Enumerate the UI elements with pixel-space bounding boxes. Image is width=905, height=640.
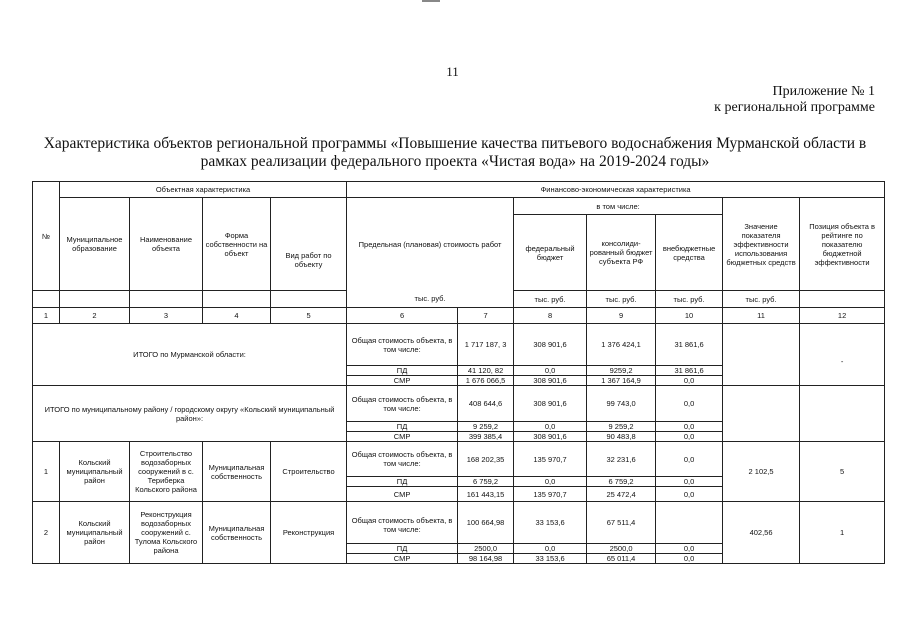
- objects-table: [32, 181, 885, 564]
- colnum: 3: [130, 308, 203, 324]
- unit-efficiency: тыс. руб.: [723, 291, 800, 308]
- object-smr-consolidated: 65 011,4: [587, 554, 656, 564]
- district-total-value: 408 644,6: [458, 386, 514, 422]
- object-pd-consolidated: 2500,0: [587, 544, 656, 554]
- total-cost-label: Общая стоимость объекта, в том числе:: [347, 442, 458, 477]
- appendix-note: [714, 84, 875, 116]
- object-name: Строительство водозаборных сооружений в с. Териберка Кольского района: [130, 442, 203, 502]
- district-pd-offbudget: 0,0: [656, 422, 723, 432]
- object-num: 1: [33, 442, 60, 502]
- region-total-value: 1 717 187, 3: [458, 324, 514, 366]
- object-efficiency: 402,56: [723, 502, 800, 564]
- district-total-label: ИТОГО по муниципальному району / городскому округу «Кольский муниципальный район»:: [33, 386, 347, 442]
- smr-label: СМР: [347, 376, 458, 386]
- header-object-name: Наименование объекта: [130, 198, 203, 291]
- colnum: 2: [60, 308, 130, 324]
- colnum: 12: [800, 308, 885, 324]
- object-position: 1: [800, 502, 885, 564]
- object-total-federal: 135 970,7: [514, 442, 587, 477]
- object-ownership: Муниципальная собственность: [203, 442, 271, 502]
- object-pd-value: 6 759,2: [458, 477, 514, 487]
- object-pd-offbudget: 0,0: [656, 477, 723, 487]
- object-pd-offbudget: 0,0: [656, 544, 723, 554]
- header-including: в том числе:: [514, 198, 723, 215]
- unit-cost: тыс. руб.: [347, 291, 514, 308]
- region-smr-value: 1 676 066,5: [458, 376, 514, 386]
- appendix-line-2: к региональной программе: [714, 100, 875, 115]
- object-pd-consolidated: 6 759,2: [587, 477, 656, 487]
- object-municipality: Кольский муниципальный район: [60, 442, 130, 502]
- region-pd-offbudget: 31 861,6: [656, 366, 723, 376]
- object-total-offbudget: 0,0: [656, 442, 723, 477]
- appendix-line-1: Приложение № 1: [772, 84, 875, 99]
- title-line-2: рамках реализации федерального проекта «Чистая вода» на 2019-2024 годы»: [200, 153, 710, 170]
- object-num: 2: [33, 502, 60, 564]
- header-object-group: Объектная характеристика: [60, 182, 347, 198]
- region-position: -: [800, 324, 885, 386]
- object-smr-offbudget: 0,0: [656, 487, 723, 502]
- pd-label: ПД: [347, 544, 458, 554]
- unit-offbudget: тыс. руб.: [656, 291, 723, 308]
- district-smr-offbudget: 0,0: [656, 432, 723, 442]
- colnum: 1: [33, 308, 60, 324]
- object-name: Реконструкция водозаборных сооружений с. Тулома Кольского района: [130, 502, 203, 564]
- pd-label: ПД: [347, 366, 458, 376]
- object-pd-value: 2500,0: [458, 544, 514, 554]
- colnum: 11: [723, 308, 800, 324]
- colnum: 10: [656, 308, 723, 324]
- object-total-consolidated: 32 231,6: [587, 442, 656, 477]
- colnum: 5: [271, 308, 347, 324]
- header-consolidated: консолиди-рованный бюджет субъекта РФ: [587, 215, 656, 291]
- header-efficiency: Значение показателя эффективности использования бюджетных средств: [723, 198, 800, 291]
- region-pd-value: 41 120, 82: [458, 366, 514, 376]
- header-federal: федеральный бюджет: [514, 215, 587, 291]
- district-smr-federal: 308 901,6: [514, 432, 587, 442]
- top-scan-mark: [422, 0, 440, 2]
- object-total-federal: 33 153,6: [514, 502, 587, 544]
- district-total-federal: 308 901,6: [514, 386, 587, 422]
- object-smr-value: 161 443,15: [458, 487, 514, 502]
- region-pd-consolidated: 9259,2: [587, 366, 656, 376]
- object-pd-federal: 0,0: [514, 544, 587, 554]
- header-work-type: Вид работ по объекту: [271, 198, 347, 291]
- title-line-1: Характеристика объектов региональной программы «Повышение качества питьевого водоснабжения Мурманской области в: [43, 135, 867, 152]
- object-total-value: 168 202,35: [458, 442, 514, 477]
- region-total-offbudget: 31 861,6: [656, 324, 723, 366]
- object-total-consolidated: 67 511,4: [587, 502, 656, 544]
- district-total-offbudget: 0,0: [656, 386, 723, 422]
- region-smr-consolidated: 1 367 164,9: [587, 376, 656, 386]
- region-smr-offbudget: 0,0: [656, 376, 723, 386]
- colnum: 8: [514, 308, 587, 324]
- object-total-value: 100 664,98: [458, 502, 514, 544]
- smr-label: СМР: [347, 432, 458, 442]
- header-ownership: Форма собственности на объект: [203, 198, 271, 291]
- total-cost-label: Общая стоимость объекта, в том числе:: [347, 502, 458, 544]
- header-municipality: Муниципальное образование: [60, 198, 130, 291]
- region-total-consolidated: 1 376 424,1: [587, 324, 656, 366]
- district-pd-consolidated: 9 259,2: [587, 422, 656, 432]
- colnum: 7: [458, 308, 514, 324]
- colnum: 4: [203, 308, 271, 324]
- page-number: 11: [446, 64, 459, 79]
- pd-label: ПД: [347, 477, 458, 487]
- colnum: 9: [587, 308, 656, 324]
- district-smr-consolidated: 90 483,8: [587, 432, 656, 442]
- object-pd-federal: 0,0: [514, 477, 587, 487]
- header-offbudget: внебюджетные средства: [656, 215, 723, 291]
- header-num: №: [33, 182, 60, 291]
- unit-federal: тыс. руб.: [514, 291, 587, 308]
- total-cost-label: Общая стоимость объекта, в том числе:: [347, 386, 458, 422]
- object-work-type: Строительство: [271, 442, 347, 502]
- district-smr-value: 399 385,4: [458, 432, 514, 442]
- smr-label: СМР: [347, 487, 458, 502]
- colnum: 6: [347, 308, 458, 324]
- unit-consolidated: тыс. руб.: [587, 291, 656, 308]
- object-smr-value: 98 164,98: [458, 554, 514, 564]
- document-title: [40, 135, 870, 171]
- object-smr-federal: 33 153,6: [514, 554, 587, 564]
- district-pd-value: 9 259,2: [458, 422, 514, 432]
- region-total-federal: 308 901,6: [514, 324, 587, 366]
- region-smr-federal: 308 901,6: [514, 376, 587, 386]
- object-position: 5: [800, 442, 885, 502]
- region-pd-federal: 0,0: [514, 366, 587, 376]
- object-smr-offbudget: 0,0: [656, 554, 723, 564]
- total-cost-label: Общая стоимость объекта, в том числе:: [347, 324, 458, 366]
- region-efficiency: [723, 324, 800, 386]
- smr-label: СМР: [347, 554, 458, 564]
- object-work-type: Реконструкция: [271, 502, 347, 564]
- region-total-label: ИТОГО по Мурманской области:: [33, 324, 347, 386]
- pd-label: ПД: [347, 422, 458, 432]
- district-total-consolidated: 99 743,0: [587, 386, 656, 422]
- header-max-cost: Предельная (плановая) стоимость работ: [347, 198, 514, 291]
- district-pd-federal: 0,0: [514, 422, 587, 432]
- object-efficiency: 2 102,5: [723, 442, 800, 502]
- header-finance-group: Финансово-экономическая характеристика: [347, 182, 885, 198]
- object-total-offbudget: [656, 502, 723, 544]
- object-ownership: Муниципальная собственность: [203, 502, 271, 564]
- object-smr-federal: 135 970,7: [514, 487, 587, 502]
- header-position: Позиция объекта в рейтинге по показателю бюджетной эффективности: [800, 198, 885, 291]
- object-smr-consolidated: 25 472,4: [587, 487, 656, 502]
- object-municipality: Кольский муниципальный район: [60, 502, 130, 564]
